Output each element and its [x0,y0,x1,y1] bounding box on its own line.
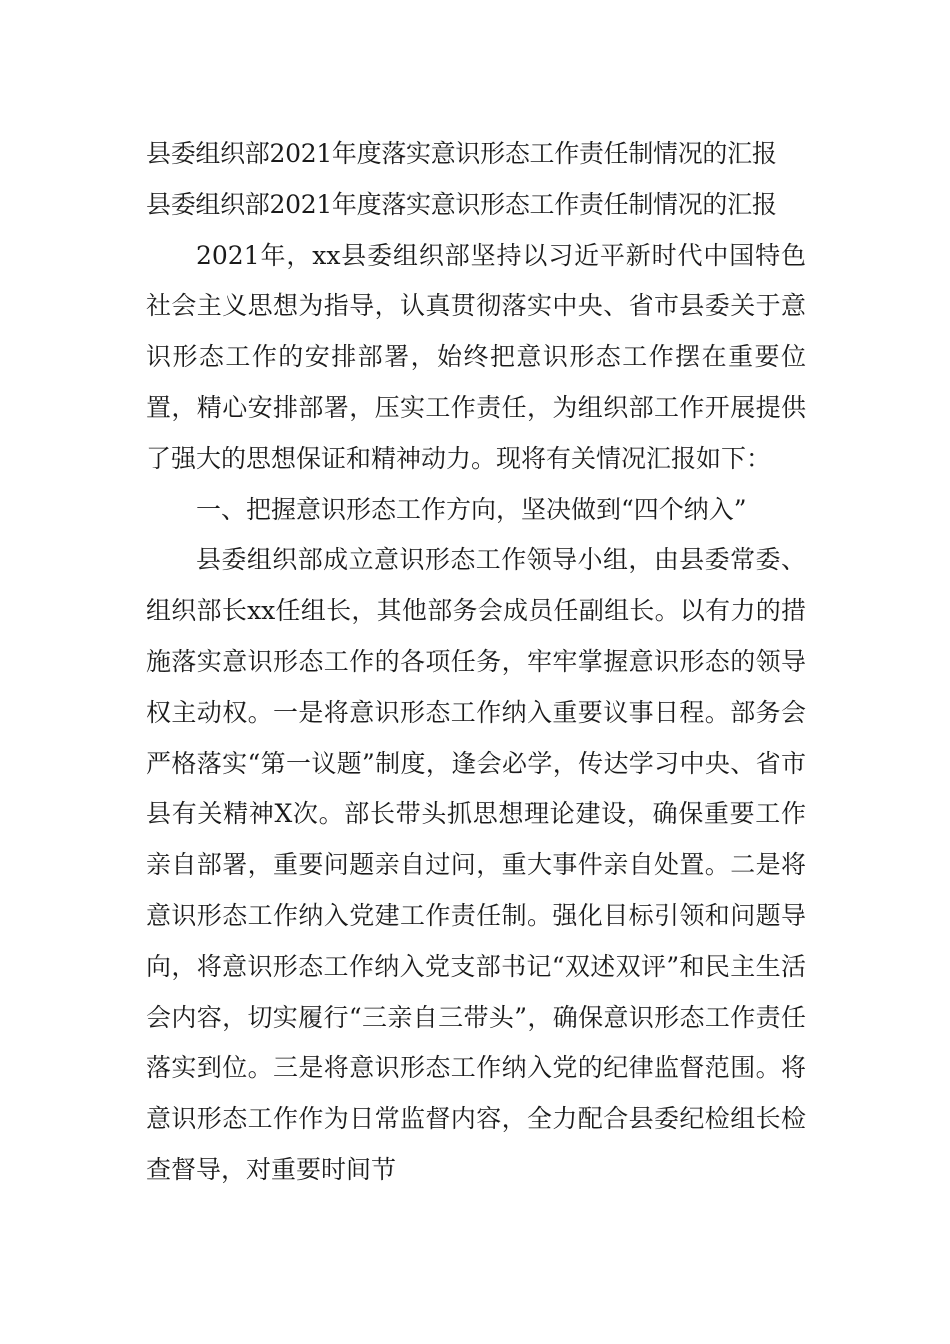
paragraph-intro: 2021年，xx县委组织部坚持以习近平新时代中国特色社会主义思想为指导，认真贯彻落实中央、省市县委关于意识形态工作的安排部署，始终把意识形态工作摆在重要位置，精心安排部署，压实工作责任，为组织部工作开展提供了强大的思想保证和精神动力。现将有关情况汇报如下： [146,240,806,473]
section-heading-1: 一、把握意识形态工作方向，坚决做到“四个纳入” [196,494,747,524]
document-body [146,129,806,1196]
document-title-line-1: 县委组织部2021年度落实意识形态工作责任制情况的汇报 [146,139,777,168]
paragraph-section-1: 县委组织部成立意识形态工作领导小组，由县委常委、组织部长xx任组长，其他部务会成员任副组长。以有力的措施落实意识形态工作的各项任务，牢牢掌握意识形态的领导权主动权。一是将意识形态工作纳入重要议事日程。部务会严格落实“第一议题”制度，逢会必学，传达学习中央、省市县有关精神X次。部长带头抓思想理论建设，确保重要工作亲自部署，重要问题亲自过问，重大事件亲自处置。二是将意识形态工作纳入党建工作责任制。强化目标引领和问题导向，将意识形态工作纳入党支部书记“双述双评”和民主生活会内容，切实履行“三亲自三带头”，确保意识形态工作责任落实到位。三是将意识形态工作纳入党的纪律监督范围。将意识形态工作作为日常监督内容，全力配合县委纪检组长检查督导，对重要时间节 [146,545,806,1184]
document-title-line-2: 县委组织部2021年度落实意识形态工作责任制情况的汇报 [146,189,777,219]
